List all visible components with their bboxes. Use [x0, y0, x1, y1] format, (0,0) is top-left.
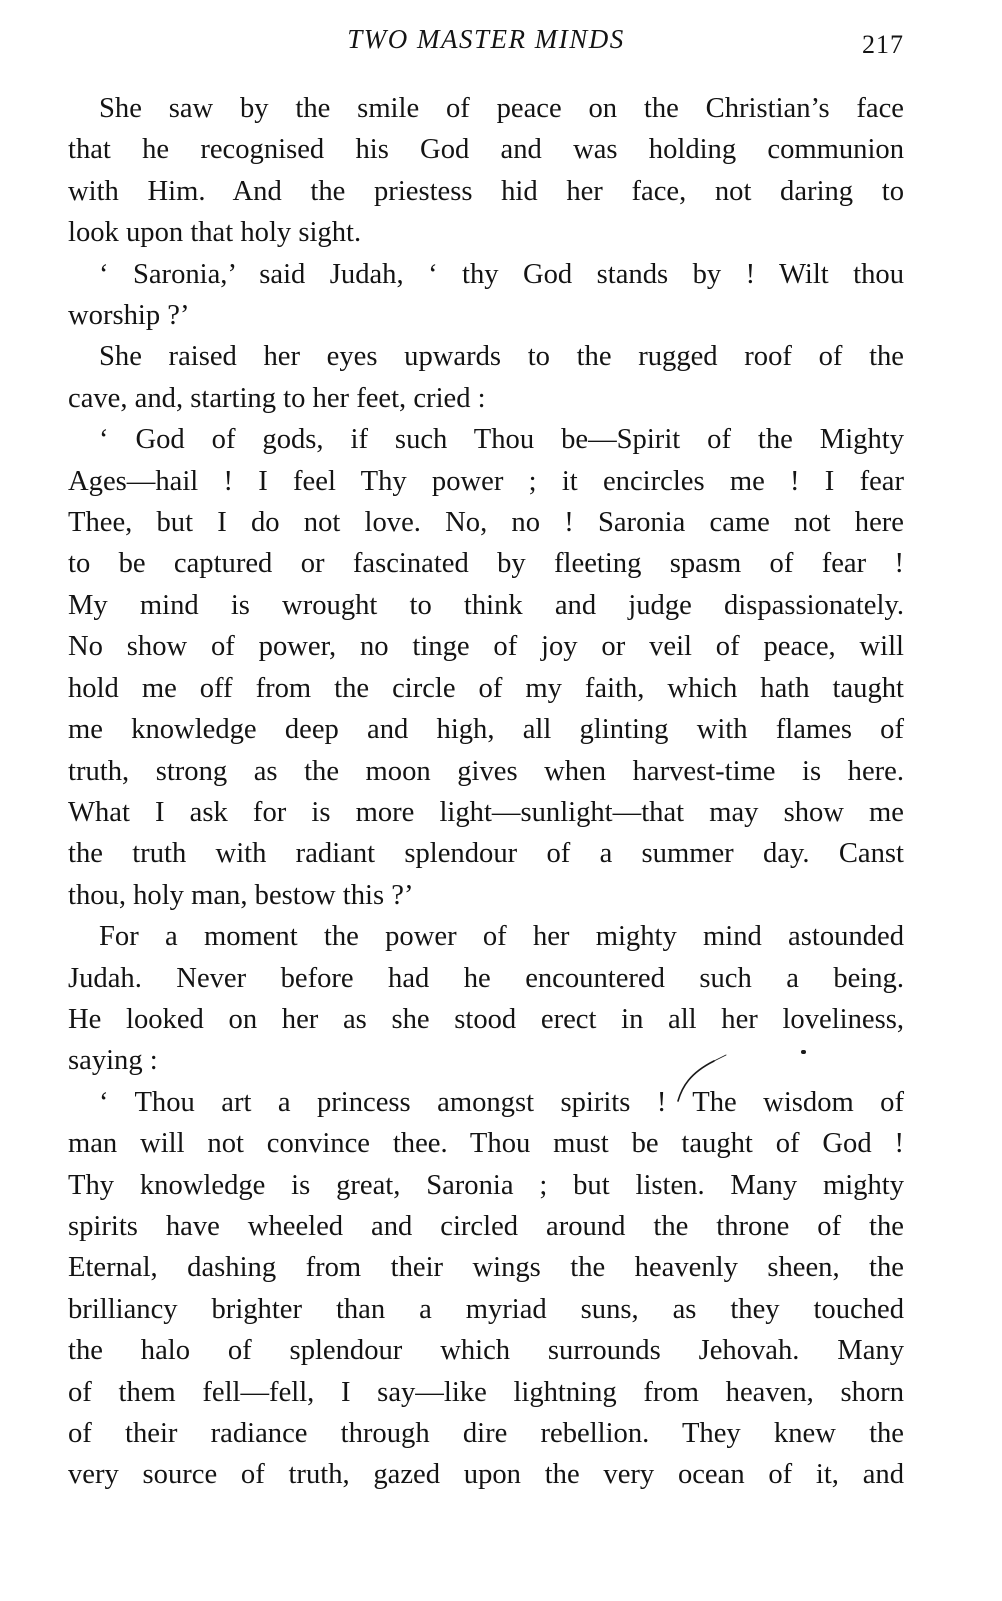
text-line: She raised her eyes upwards to the rugged roof of the	[99, 341, 904, 373]
text-line: hold me off from the circle of my faith, which hath taught	[68, 672, 904, 704]
text-line: ‘ Saronia,’ said Judah, ‘ thy God stands by ! Wilt thou	[99, 258, 904, 290]
text-line: Eternal, dashing from their wings the heavenly sheen, the	[68, 1252, 904, 1284]
paragraph	[68, 254, 904, 337]
text-line: cave, and, starting to her feet, cried :	[68, 382, 486, 414]
text-line: ‘ God of gods, if such Thou be—Spirit of the Mighty	[99, 424, 904, 456]
text-line: What I ask for is more light—sunlight—that may show me	[68, 796, 904, 828]
text-line: No show of power, no tinge of joy or veil of peace, will	[68, 631, 904, 663]
text-line: Ages—hail ! I feel Thy power ; it encircles me ! I fear	[68, 465, 904, 497]
text-line: spirits have wheeled and circled around the throne of the	[68, 1210, 904, 1242]
text-line: My mind is wrought to think and judge dispassionately.	[68, 589, 904, 621]
paragraph	[68, 1082, 904, 1496]
text-line: Judah. Never before had he encountered such a being.	[68, 962, 904, 994]
text-line: very source of truth, gazed upon the very ocean of it, and	[68, 1459, 904, 1491]
page-header	[68, 24, 904, 64]
running-head: TWO MASTER MINDS	[347, 24, 625, 54]
text-line: truth, strong as the moon gives when harvest-time is here.	[68, 755, 904, 787]
text-line: Thy knowledge is great, Saronia ; but listen. Many mighty	[68, 1169, 904, 1201]
text-line: He looked on her as she stood erect in all her loveliness,	[68, 1003, 904, 1035]
paragraph	[68, 419, 904, 916]
text-line: She saw by the smile of peace on the Christian’s face	[99, 93, 904, 124]
text-line: me knowledge deep and high, all glinting with flames of	[68, 714, 904, 746]
text-line: the halo of splendour which surrounds Jehovah. Many	[68, 1335, 904, 1367]
page-number: 217	[862, 30, 904, 59]
text-line: that he recognised his God and was holding communion	[68, 134, 904, 166]
text-line: man will not convince thee. Thou must be taught of God !	[68, 1128, 904, 1160]
text-line: of them fell—fell, I say—like lightning from heaven, shorn	[68, 1376, 904, 1408]
paragraph	[68, 336, 904, 419]
text-line: ‘ Thou art a princess amongst spirits ! The wisdom of	[99, 1086, 904, 1118]
text-line: thou, holy man, bestow this ?’	[68, 879, 414, 911]
ink-speck	[801, 1050, 806, 1054]
text-line: Thee, but I do not love. No, no ! Saronia came not here	[68, 507, 904, 539]
text-line: with Him. And the priestess hid her face, not daring to	[68, 175, 904, 207]
text-line: worship ?’	[68, 300, 190, 332]
paragraph	[68, 88, 904, 254]
pencil-mark	[670, 1043, 740, 1113]
text-line: the truth with radiant splendour of a summer day. Canst	[68, 838, 904, 870]
text-line: of their radiance through dire rebellion. They knew the	[68, 1418, 904, 1449]
paragraph	[68, 916, 904, 1082]
body-text	[68, 88, 904, 1496]
text-line: brilliancy brighter than a myriad suns, as they touched	[68, 1293, 904, 1325]
text-line: saying :	[68, 1045, 158, 1077]
text-line: look upon that holy sight.	[68, 217, 362, 249]
text-line: to be captured or fascinated by fleeting spasm of fear !	[68, 548, 904, 580]
text-line: For a moment the power of her mighty mind astounded	[99, 921, 904, 953]
